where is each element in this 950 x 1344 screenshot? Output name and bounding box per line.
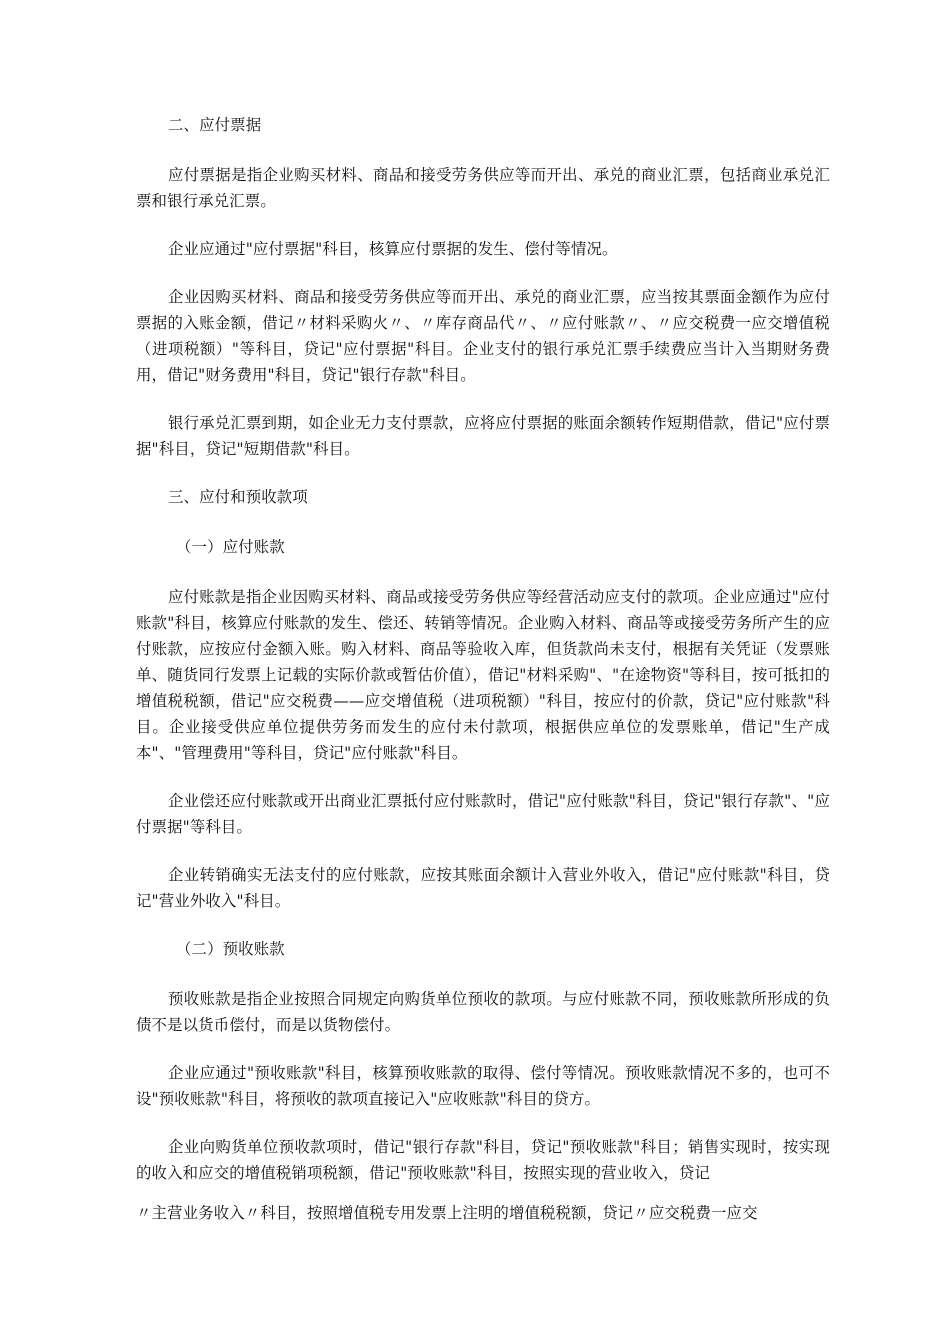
paragraph-advances-definition: 预收账款是指企业按照合同规定向购货单位预收的款项。与应付账款不同，预收账款所形成的负债不是以货币偿付，而是以货物偿付。 [136, 990, 830, 1034]
subheading-advances-received: （二）预收账款 [176, 940, 285, 958]
document-page [136, 112, 830, 1226]
section-heading-payables-advances: 三、应付和预收款项 [168, 488, 308, 506]
paragraph-advances-account: 企业应通过"预收账款"科目，核算预收账款的取得、偿付等情况。预收账款情况不多的，也可不设"预收账款"科目，将预收的款项直接记入"应收账款"科目的贷方。 [136, 1064, 830, 1108]
paragraph-accounts-payable-repayment: 企业偿还应付账款或开出商业汇票抵付应付账款时，借记"应付账款"科目，贷记"银行存款"、"应付票据"等科目。 [136, 792, 830, 836]
section-heading-notes-payable: 二、应付票据 [168, 116, 262, 134]
paragraph-notes-payable-entry: 企业因购买材料、商品和接受劳务供应等而开出、承兑的商业汇票，应当按其票面金额作为应付票据的入账金额，借记〃材料采购火〃、〃库存商品代〃、〃应付账款〃、〃应交税费一应交增值税（进项税额）"等科目，贷记"应付票据"科目。企业支付的银行承兑汇票手续费应当计入当期财务费用，借记"财务费用"科目，贷记"银行存款"科目。 [136, 288, 830, 384]
paragraph-advances-entry: 企业向购货单位预收款项时，借记"银行存款"科目，贷记"预收账款"科目；销售实现时，按实现的收入和应交的增值税销项税额，借记"预收账款"科目，按照实现的营业收入，贷记 [136, 1138, 830, 1182]
paragraph-continuation: 〃主营业务收入〃科目，按照增值税专用发票上注明的增值税税额，贷记〃应交税费一应交 [136, 1204, 758, 1222]
paragraph-accounts-payable-definition: 应付账款是指企业因购买材料、商品或接受劳务供应等经营活动应支付的款项。企业应通过"应付账款"科目，核算应付账款的发生、偿还、转销等情况。企业购入材料、商品等或接受劳务所产生的应付账款，应按应付金额入账。购入材料、商品等验收入库，但货款尚未支付，根据有关凭证（发票账单、随货同行发票上记载的实际价款或暂估价值），借记"材料采购"、"在途物资"等科目，按可抵扣的增值税税额，借记"应交税费——应交增值税（进项税额）"科目，按应付的价款，贷记"应付账款"科目。企业接受供应单位提供劳务而发生的应付未付款项，根据供应单位的发票账单，借记"生产成本"、"管理费用"等科目，贷记"应付账款"科目。 [136, 588, 830, 762]
subheading-accounts-payable: （一）应付账款 [176, 538, 285, 556]
paragraph-accounts-payable-writeoff: 企业转销确实无法支付的应付账款，应按其账面余额计入营业外收入，借记"应付账款"科目，贷记"营业外收入"科目。 [136, 866, 830, 910]
paragraph-notes-payable-account: 企业应通过"应付票据"科目，核算应付票据的发生、偿付等情况。 [168, 240, 618, 258]
paragraph-notes-payable-definition: 应付票据是指企业购买材料、商品和接受劳务供应等而开出、承兑的商业汇票，包括商业承兑汇票和银行承兑汇票。 [136, 166, 830, 210]
paragraph-bank-acceptance-maturity: 银行承兑汇票到期，如企业无力支付票款，应将应付票据的账面余额转作短期借款，借记"应付票据"科目，贷记"短期借款"科目。 [136, 414, 830, 458]
